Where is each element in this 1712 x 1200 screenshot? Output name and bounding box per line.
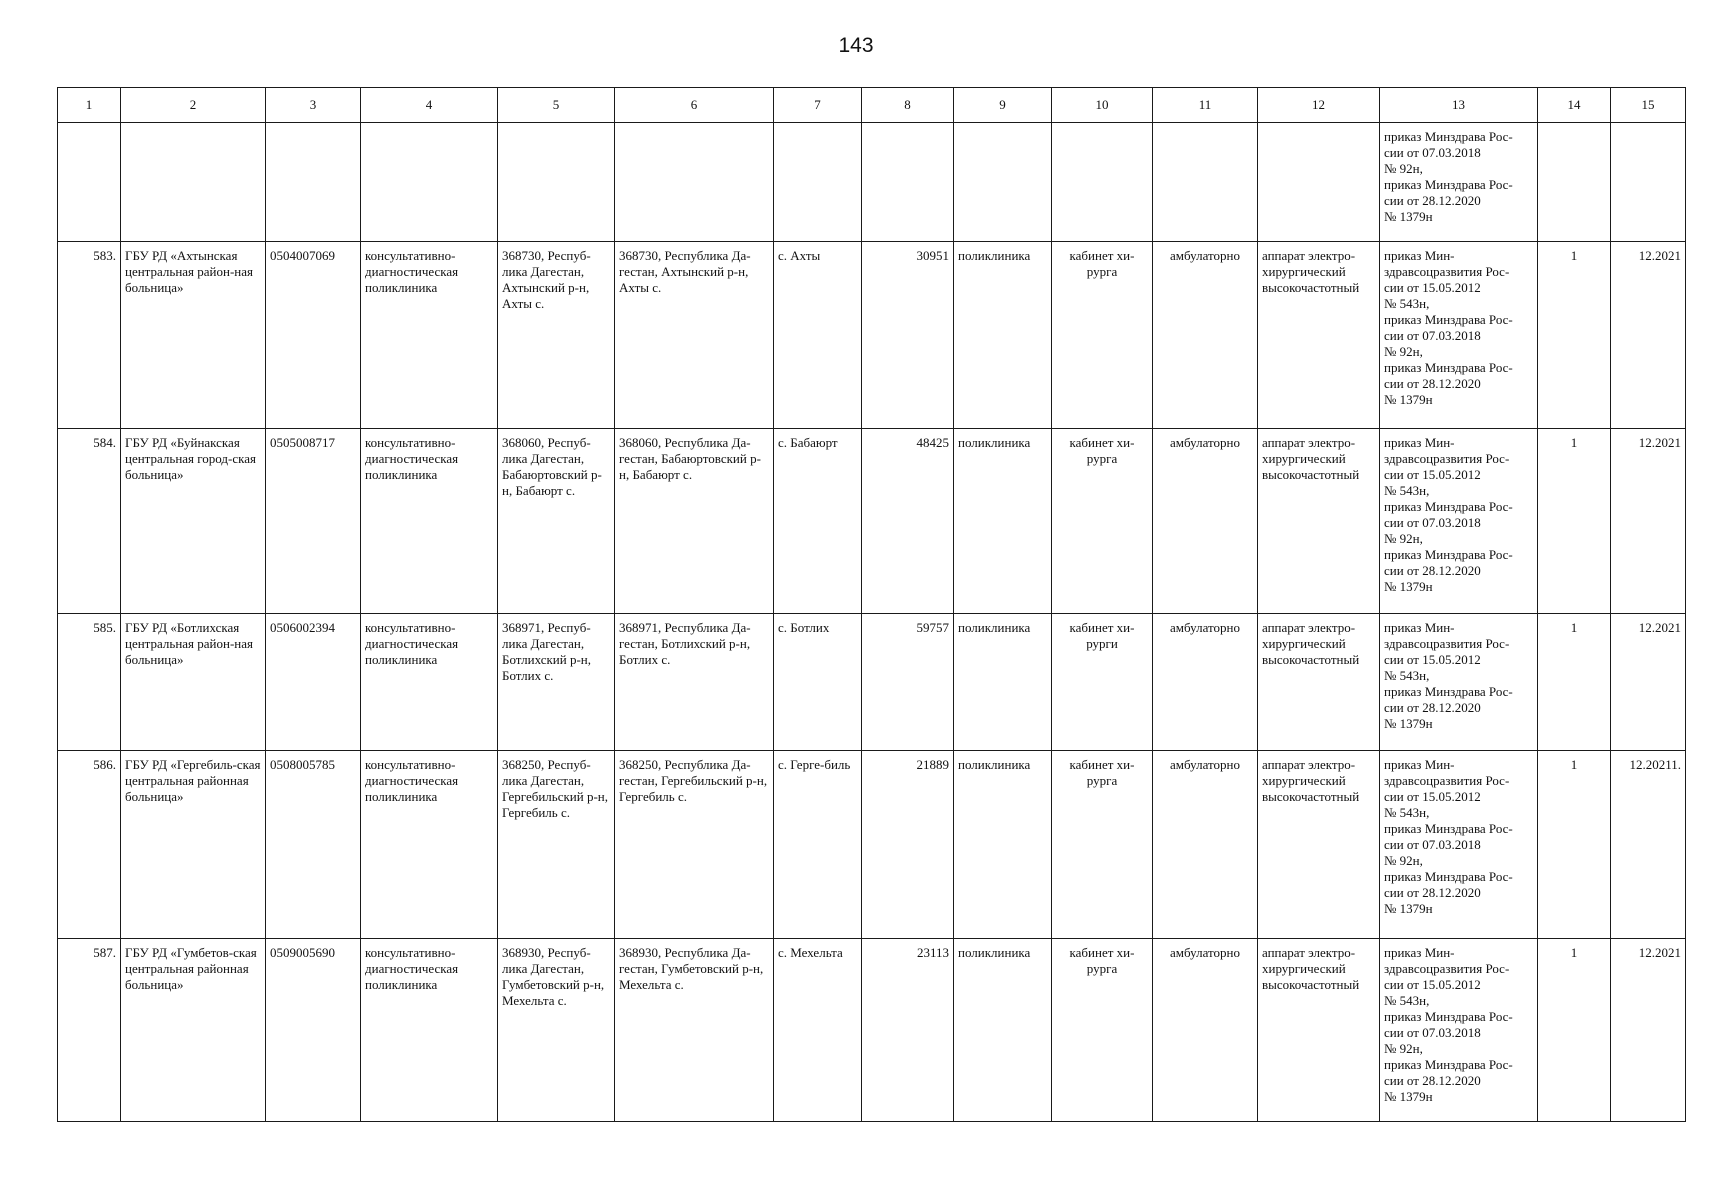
quantity-cell: 1 (1538, 751, 1611, 938)
delivery-date-cell: 12.2021 (1611, 614, 1686, 751)
basis-line: № 1379н (1384, 1088, 1433, 1104)
column-header: 1 (58, 88, 121, 123)
care-form-cell: амбулаторно (1153, 241, 1258, 428)
basis-line: здравсоцразвития Рос- (1384, 960, 1510, 976)
row-number-cell: 583. (58, 241, 121, 428)
basis-line: приказ Минздрава Рос- (1384, 1008, 1513, 1024)
organization-name-cell: ГБУ РД «Ахтынская центральная район-ная больница» (121, 241, 266, 428)
basis-line: № 543н, (1384, 295, 1430, 311)
basis-line: № 543н, (1384, 992, 1430, 1008)
equipment-name-cell (1258, 123, 1380, 242)
equipment-name-cell: аппарат электро-хирургический высокочастотный (1258, 241, 1380, 428)
unit-name-cell: консультативно-диагностическая поликлиника (361, 429, 498, 614)
regulatory-basis-cell (1380, 123, 1538, 242)
column-header: 2 (121, 88, 266, 123)
actual-address-cell (615, 123, 774, 242)
room-name-cell: кабинет хи-рурги (1052, 614, 1153, 751)
inn-code-cell: 0504007069 (266, 241, 361, 428)
page-number: 143 (838, 34, 874, 57)
quantity-cell: 1 (1538, 938, 1611, 1121)
actual-address-cell: 368930, Республика Да-гестан, Гумбетовский р-н, Мехельта с. (615, 938, 774, 1121)
basis-line: № 92н, (1384, 531, 1423, 547)
population-cell: 30951 (862, 241, 954, 428)
registry-table (57, 87, 1686, 1122)
basis-line: приказ Минздрава Рос- (1384, 499, 1513, 515)
basis-line: сии от 07.03.2018 (1384, 515, 1481, 531)
room-name-cell (1052, 123, 1153, 242)
facility-type-cell: поликлиника (954, 614, 1052, 751)
column-header: 7 (774, 88, 862, 123)
basis-line: приказ Минздрава Рос- (1384, 869, 1513, 885)
column-header: 5 (498, 88, 615, 123)
regulatory-basis-cell (1380, 241, 1538, 428)
basis-line: № 92н, (1384, 343, 1423, 359)
basis-line: сии от 07.03.2018 (1384, 145, 1481, 160)
organization-name-cell: ГБУ РД «Буйнакская центральная город-ская больница» (121, 429, 266, 614)
column-header: 11 (1153, 88, 1258, 123)
basis-line: сии от 28.12.2020 (1384, 700, 1481, 716)
table-row (58, 614, 1686, 751)
organization-name-cell (121, 123, 266, 242)
header-row (58, 88, 1686, 123)
delivery-date-cell: 12.20211. (1611, 751, 1686, 938)
inn-code-cell (266, 123, 361, 242)
quantity-cell: 1 (1538, 614, 1611, 751)
actual-address-cell: 368730, Республика Да-гестан, Ахтынский р-н, Ахты с. (615, 241, 774, 428)
basis-line: № 92н, (1384, 1040, 1423, 1056)
basis-line: приказ Мин- (1384, 620, 1455, 636)
basis-line: № 543н, (1384, 668, 1430, 684)
basis-line: сии от 07.03.2018 (1384, 327, 1481, 343)
basis-line: приказ Минздрава Рос- (1384, 177, 1513, 192)
column-header: 10 (1052, 88, 1153, 123)
basis-line: сии от 28.12.2020 (1384, 885, 1481, 901)
basis-line: № 92н, (1384, 161, 1423, 176)
basis-line: приказ Мин- (1384, 435, 1455, 451)
equipment-name-cell: аппарат электро-хирургический высокочастотный (1258, 429, 1380, 614)
basis-line: приказ Минздрава Рос- (1384, 311, 1513, 327)
basis-line: сии от 15.05.2012 (1384, 789, 1481, 805)
unit-name-cell: консультативно-диагностическая поликлиника (361, 241, 498, 428)
basis-line: приказ Минздрава Рос- (1384, 821, 1513, 837)
care-form-cell: амбулаторно (1153, 938, 1258, 1121)
legal-address-cell (498, 123, 615, 242)
row-number-cell: 587. (58, 938, 121, 1121)
population-cell: 48425 (862, 429, 954, 614)
settlement-cell: с. Ахты (774, 241, 862, 428)
table-body (58, 123, 1686, 1122)
table-row (58, 429, 1686, 614)
unit-name-cell: консультативно-диагностическая поликлиника (361, 751, 498, 938)
organization-name-cell: ГБУ РД «Гумбетов-ская центральная районная больница» (121, 938, 266, 1121)
quantity-cell: 1 (1538, 241, 1611, 428)
basis-line: приказ Мин- (1384, 247, 1455, 263)
room-name-cell: кабинет хи-рурга (1052, 751, 1153, 938)
settlement-cell: с. Герге-биль (774, 751, 862, 938)
regulatory-basis-cell (1380, 614, 1538, 751)
basis-line: № 1379н (1384, 901, 1433, 917)
population-cell: 23113 (862, 938, 954, 1121)
settlement-cell: с. Бабаюрт (774, 429, 862, 614)
column-header: 4 (361, 88, 498, 123)
care-form-cell: амбулаторно (1153, 429, 1258, 614)
column-header: 6 (615, 88, 774, 123)
basis-line: сии от 07.03.2018 (1384, 1024, 1481, 1040)
basis-line: приказ Минздрава Рос- (1384, 129, 1513, 144)
basis-line: приказ Минздрава Рос- (1384, 547, 1513, 563)
delivery-date-cell: 12.2021 (1611, 429, 1686, 614)
basis-line: сии от 15.05.2012 (1384, 652, 1481, 668)
column-header: 15 (1611, 88, 1686, 123)
basis-line: сии от 07.03.2018 (1384, 837, 1481, 853)
basis-line: № 92н, (1384, 853, 1423, 869)
basis-line: сии от 15.05.2012 (1384, 467, 1481, 483)
regulatory-basis-cell (1380, 938, 1538, 1121)
column-header: 3 (266, 88, 361, 123)
row-number-cell: 585. (58, 614, 121, 751)
population-cell: 59757 (862, 614, 954, 751)
unit-name-cell: консультативно-диагностическая поликлиника (361, 938, 498, 1121)
facility-type-cell (954, 123, 1052, 242)
inn-code-cell: 0506002394 (266, 614, 361, 751)
population-cell: 21889 (862, 751, 954, 938)
actual-address-cell: 368971, Республика Да-гестан, Ботлихский р-н, Ботлих с. (615, 614, 774, 751)
room-name-cell: кабинет хи-рурга (1052, 429, 1153, 614)
table-row (58, 123, 1686, 242)
column-header: 14 (1538, 88, 1611, 123)
basis-line: приказ Мин- (1384, 944, 1455, 960)
table-row (58, 241, 1686, 428)
basis-line: № 1379н (1384, 209, 1433, 224)
row-number-cell: 586. (58, 751, 121, 938)
organization-name-cell: ГБУ РД «Гергебиль-ская центральная районная больница» (121, 751, 266, 938)
basis-line: сии от 15.05.2012 (1384, 279, 1481, 295)
basis-line: приказ Мин- (1384, 757, 1455, 773)
basis-line: сии от 28.12.2020 (1384, 1072, 1481, 1088)
basis-line: приказ Минздрава Рос- (1384, 359, 1513, 375)
column-header: 9 (954, 88, 1052, 123)
column-header: 13 (1380, 88, 1538, 123)
legal-address-cell: 368250, Респуб-лика Дагестан, Гергебильский р-н, Гергебиль с. (498, 751, 615, 938)
room-name-cell: кабинет хи-рурга (1052, 938, 1153, 1121)
basis-line: № 1379н (1384, 391, 1433, 407)
basis-line: здравсоцразвития Рос- (1384, 636, 1510, 652)
basis-line: № 1379н (1384, 579, 1433, 595)
legal-address-cell: 368060, Респуб-лика Дагестан, Бабаюртовский р-н, Бабаюрт с. (498, 429, 615, 614)
facility-type-cell: поликлиника (954, 751, 1052, 938)
population-cell (862, 123, 954, 242)
facility-type-cell: поликлиника (954, 938, 1052, 1121)
basis-line: сии от 28.12.2020 (1384, 563, 1481, 579)
legal-address-cell: 368730, Респуб-лика Дагестан, Ахтынский р-н, Ахты с. (498, 241, 615, 428)
row-number-cell: 584. (58, 429, 121, 614)
basis-line: сии от 15.05.2012 (1384, 976, 1481, 992)
regulatory-basis-cell (1380, 751, 1538, 938)
delivery-date-cell (1611, 123, 1686, 242)
unit-name-cell (361, 123, 498, 242)
table-row (58, 751, 1686, 938)
unit-name-cell: консультативно-диагностическая поликлиника (361, 614, 498, 751)
care-form-cell (1153, 123, 1258, 242)
care-form-cell: амбулаторно (1153, 751, 1258, 938)
quantity-cell (1538, 123, 1611, 242)
room-name-cell: кабинет хи-рурга (1052, 241, 1153, 428)
care-form-cell: амбулаторно (1153, 614, 1258, 751)
basis-line: приказ Минздрава Рос- (1384, 684, 1513, 700)
regulatory-basis-cell (1380, 429, 1538, 614)
basis-line: № 543н, (1384, 483, 1430, 499)
basis-line: здравсоцразвития Рос- (1384, 451, 1510, 467)
equipment-name-cell: аппарат электро-хирургический высокочастотный (1258, 938, 1380, 1121)
delivery-date-cell: 12.2021 (1611, 241, 1686, 428)
basis-line: сии от 28.12.2020 (1384, 193, 1481, 208)
settlement-cell: с. Мехельта (774, 938, 862, 1121)
legal-address-cell: 368971, Респуб-лика Дагестан, Ботлихский р-н, Ботлих с. (498, 614, 615, 751)
actual-address-cell: 368060, Республика Да-гестан, Бабаюртовский р-н, Бабаюрт с. (615, 429, 774, 614)
inn-code-cell: 0509005690 (266, 938, 361, 1121)
delivery-date-cell: 12.2021 (1611, 938, 1686, 1121)
equipment-name-cell: аппарат электро-хирургический высокочастотный (1258, 751, 1380, 938)
settlement-cell: с. Ботлих (774, 614, 862, 751)
column-header: 12 (1258, 88, 1380, 123)
quantity-cell: 1 (1538, 429, 1611, 614)
basis-line: № 1379н (1384, 716, 1433, 732)
organization-name-cell: ГБУ РД «Ботлихская центральная район-ная больница» (121, 614, 266, 751)
basis-line: сии от 28.12.2020 (1384, 375, 1481, 391)
basis-line: № 543н, (1384, 805, 1430, 821)
basis-line: приказ Минздрава Рос- (1384, 1056, 1513, 1072)
legal-address-cell: 368930, Респуб-лика Дагестан, Гумбетовский р-н, Мехельта с. (498, 938, 615, 1121)
basis-line: здравсоцразвития Рос- (1384, 263, 1510, 279)
basis-line: здравсоцразвития Рос- (1384, 773, 1510, 789)
column-header: 8 (862, 88, 954, 123)
actual-address-cell: 368250, Республика Да-гестан, Гергебильский р-н, Гергебиль с. (615, 751, 774, 938)
facility-type-cell: поликлиника (954, 241, 1052, 428)
inn-code-cell: 0508005785 (266, 751, 361, 938)
equipment-name-cell: аппарат электро-хирургический высокочастотный (1258, 614, 1380, 751)
table-row (58, 938, 1686, 1121)
row-number-cell (58, 123, 121, 242)
settlement-cell (774, 123, 862, 242)
facility-type-cell: поликлиника (954, 429, 1052, 614)
inn-code-cell: 0505008717 (266, 429, 361, 614)
